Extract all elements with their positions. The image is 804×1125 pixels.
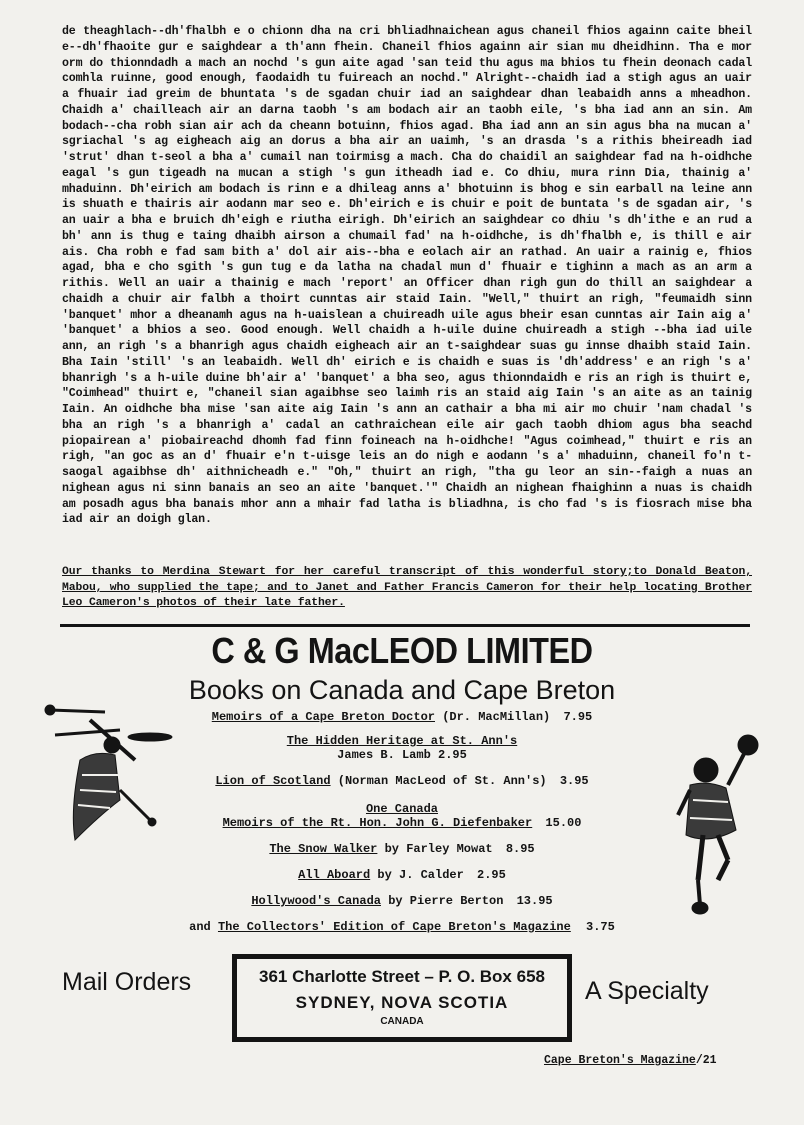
company-name: C & G MacLEOD LIMITED	[211, 630, 593, 671]
address-street: 361 Charlotte Street – P. O. Box 658	[259, 967, 545, 986]
book-price: 15.00	[545, 816, 582, 830]
book-price: 8.95	[505, 842, 535, 856]
book-item	[140, 894, 664, 908]
book-price: 7.95	[563, 710, 593, 724]
book-title: The Hidden Heritage at St. Ann's	[286, 734, 518, 748]
address-box	[232, 954, 572, 1042]
section-divider	[60, 624, 750, 627]
book-item	[140, 920, 664, 934]
book-author: James B. Lamb	[337, 748, 431, 762]
acknowledgement-note: Our thanks to Merdina Stewart for her careful transcript of this wonderful story;to Donald Beaton, Mabou, who supplied the tape; and to Janet and Father Francis Cameron for their help locating Brother Leo Cameron's photos of their late father.	[62, 566, 752, 609]
book-item	[140, 802, 664, 830]
address-city: SYDNEY, NOVA SCOTIA	[295, 993, 509, 1012]
book-prefix: and	[189, 920, 211, 934]
book-title: The Collectors' Edition of Cape Breton's Magazine	[217, 920, 571, 934]
book-price: 13.95	[516, 894, 553, 908]
book-title: Lion of Scotland	[215, 774, 331, 788]
book-item	[140, 710, 664, 724]
magazine-name: Cape Breton's Magazine	[544, 1054, 696, 1067]
book-author: (Dr. MacMillan)	[442, 710, 551, 724]
book-author: by J. Calder	[377, 868, 464, 882]
book-price: 2.95	[477, 868, 506, 882]
book-title: Hollywood's Canada	[251, 894, 381, 908]
book-title-line1: One Canada	[365, 802, 438, 816]
book-price: 3.95	[559, 774, 589, 788]
story-paragraph: de theaghlach--dh'fhalbh e o chionn dha na cri bhliadhnaichean agus chaneil fhios againn caite bheil e--dh'fhaoite gur e saighdear a th'ann fhein. Chaneil fhios againn air sian mu dheidhinn. Tha e mor orm do thionndadh a mach an nochd 's gun aite agad 'san teid thu agus ma bhios tu fhein deonach cadal comhla ruinne, good enough, faodaidh tu fuireach an nochd." Alright--chaidh iad a stigh agus an uair a fhuair iad greim de bhuntata 's de sgadan chuir iad an saighdear dhan leabaidh anns a mheadhon. Chaidh a' chailleach air an darna taobh 's am bodach air an taobh eile, 's bha iad ann an sin. Am bodach--cha robh sian air ach da cheann botuinn, fhios agad. Bha iad ann an sin agus bha na mucan a' sgriachal 's ag eigheach aig an dorus a bha air an uaimh, 's an drasda 's a rithis bheireadh iad 'strut' dhan t-seol a bha a' cumail nan toirmisg a mach. Cha do chaidil an saighdear fad na h-oidhche eagal 's gun tigeadh na mucan a stigh 's gun itheadh iad e. Co dhiu, mura rinn Dia, thainig a' mhaduinn. Dh'eirich am bodach is rinn e a dhileag anns a' bhotuinn is bhog e sin earball na leine ann is shuath e thairis air aodann mar seo e. Dh'eirich e is chuir e poit de buntata 's de sgadan air, 's an uair a bha e bruich dh'eigh e riutha eirigh. Dh'eirich an saighdear co dhiu 's dh'ithe e an rud a bh' ann is thug e taing dhaibh airson a chumail fad' na h-oidhche, is dh'fhalbh e, is thill e air ais. Cha robh e fad sam bith a' dol air ais--bha e eolach air an rathad. An uair a rainig e, fhios agad, bha e cho sgith 's gun tug e da latha na chadal mun d' fhuair e tighinn a mach as an arm a rithis. Well an uair a thainig e mach 'report' an Officer dhan righ gun do thill an saighdear a chaidh a chuir air falbh a thoirt cunntas air staid Iain. "Well," thuirt an righ, "feumaidh sinn 'banquet' mhor a dheanamh agus na h-uaislean a chuireadh uile agus bheir esan cunntas air Iain aig a' 'banquet' a bhios a seo. Good enough. Well chaidh a h-uile duine chuireadh a stigh --bha iad uile ann, an righ 's a bhanrigh agus chaidh eigheach air an t-saighdear suas gu innse dhaibh staid Iain. Bha Iain 'still' 's an leabaidh. Well dh' eirich e is chaidh e suas is 'dh'address' e an righ 's a' bhanrigh 's a h-uile duine bh'air a' 'banquet' a bha seo, agus thionndaidh e ris an righ is thuirt e, "Coimhead" thuirt e, "chaneil sian agaibhse seo laimh ris an staid aig Iain 's an aite as an tainig Iain. An oidhche bha mise 'san aite aig Iain 's ann an cathair a bha mi air mo chuir 'nam chadal 's bha an righ 's a bhanrigh a' cadal an cathraichean eile air gach taobh dhiom agus bha seachd piopairean a' piobaireachd dhomh fad finn foineach na h-oidhche! "Agus coimhead," thuirt e ris an righ, "an goc as an d' fhuair e'n t-uisge leis an do nigh e aodann 's a' mhaduinn, chaneil fo'n t-saogal agaibhse dh' aithnicheadh e." "Oh," thuirt an righ, "tha gu leor an sin--faigh a nuas an nighean agus ni sinn banais an seo an aite 'banquet.'" Chaidh an nighean fhaighinn a nuas is chaidh am posadh agus bha banais mhor ann a mhair fad latha is bliadhna, is cho fad 's is fiosrach mise bha iad air an doigh glan.	[62, 25, 752, 527]
page-footer	[544, 1054, 717, 1067]
mail-orders-label: Mail Orders	[62, 968, 192, 996]
book-list	[140, 710, 664, 934]
gaelic-story-text	[62, 24, 752, 528]
book-item	[140, 842, 664, 856]
book-item	[140, 774, 664, 788]
specialty-label: A Specialty	[585, 977, 709, 1005]
book-title: The Snow Walker	[269, 842, 378, 856]
book-title: All Aboard	[298, 868, 371, 882]
book-title: Memoirs of a Cape Breton Doctor	[211, 710, 435, 724]
highland-dancer-illustration	[668, 730, 768, 915]
book-price: 3.75	[586, 920, 615, 934]
book-item	[140, 868, 664, 882]
book-item	[140, 734, 664, 762]
book-author: by Pierre Berton	[388, 894, 504, 908]
address-country: CANADA	[380, 1016, 424, 1027]
ad-subtitle: Books on Canada and Cape Breton	[188, 675, 616, 705]
book-price: 2.95	[438, 748, 467, 762]
book-author: (Norman MacLeod of St. Ann's)	[337, 774, 547, 788]
page-number: /21	[695, 1054, 717, 1067]
book-title: Memoirs of the Rt. Hon. John G. Diefenbaker	[222, 816, 533, 830]
book-author: by Farley Mowat	[384, 842, 493, 856]
